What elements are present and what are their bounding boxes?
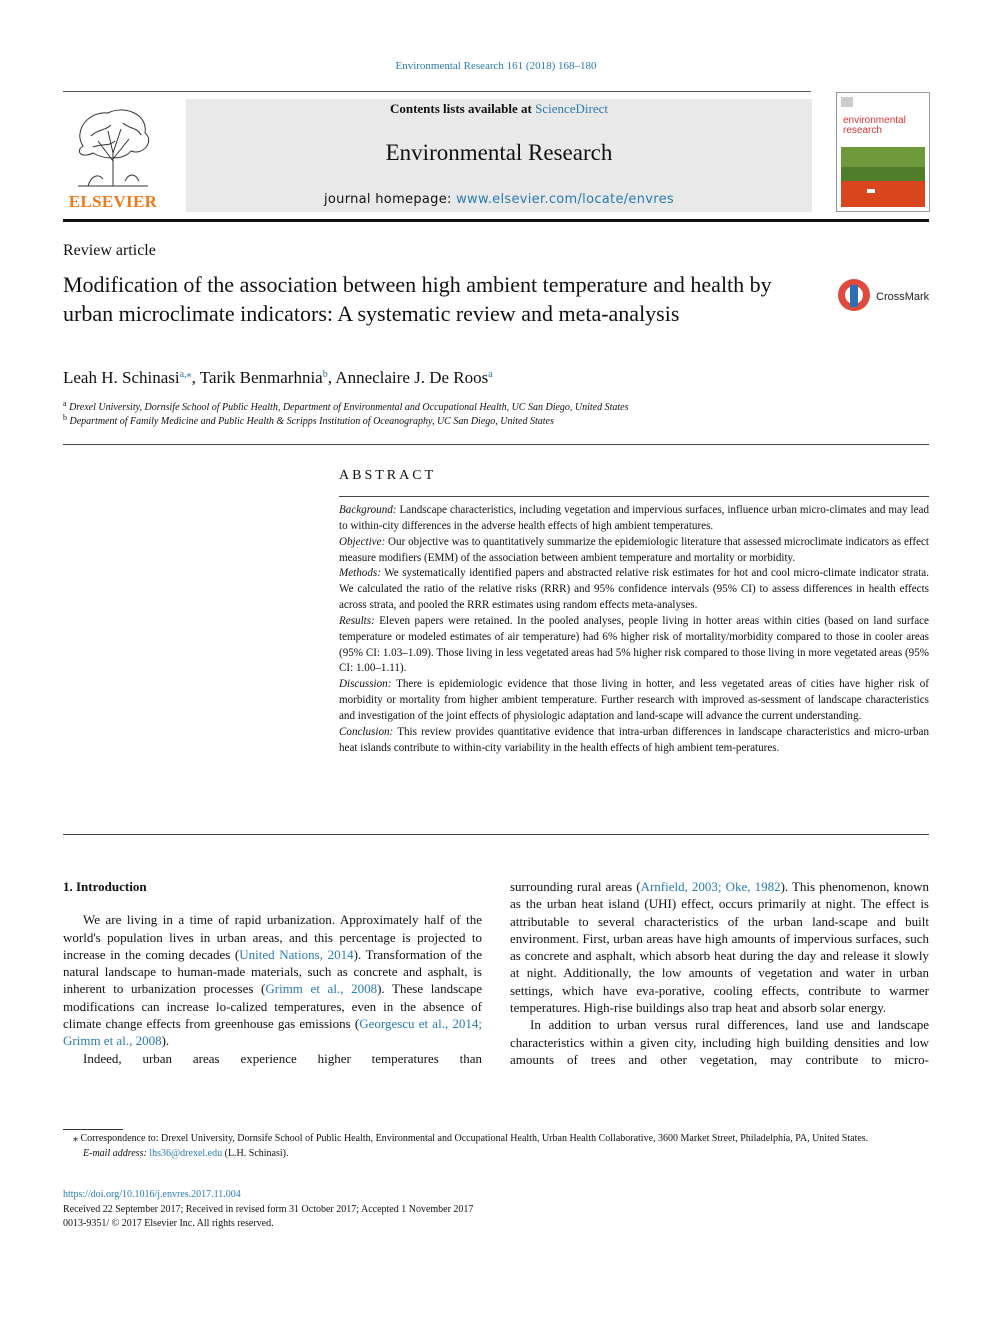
abstract-text: There is epidemiologic evidence that those living in hotter, and less vegetated areas of cities have higher risk of morbidity or mortality from higher ambient temperature. Further research with improved as-sessment of landscape characteristics and investigation of the joint effects of physiologic adaptation and land-scape will advance the current understanding. <box>339 678 929 722</box>
footnote-rule <box>63 1129 123 1130</box>
author-affil-marks[interactable]: a,⁎ <box>179 369 192 380</box>
header-thick-rule <box>63 219 929 222</box>
header-rule <box>63 91 811 92</box>
citation-link[interactable]: Georgescu et al., 2014; Grimm et al., 2008 <box>63 1016 482 1049</box>
contents-prefix: Contents lists available at <box>389 101 532 116</box>
paragraph: surrounding rural areas (Arnfield, 2003; Oke, 1982). This phenomenon, known as the urban heat island (UHI) effect, occurs primarily at night. The effect is attributable to several characteristics of the urban land-scape and built environment. First, urban areas have high amounts of impervious surfaces, such as concrete and asphalt, which absorb heat during the day and release it slowly at night. Additionally, the low amounts of vegetation and water in urban settings, which have eva-porative, cooling effects, contribute to warmer temperatures. High-rise buildings also trap heat and absorb solar energy. <box>510 879 930 1016</box>
author-affil-marks[interactable]: a <box>488 369 493 380</box>
article-footer <box>63 1188 929 1232</box>
author-name[interactable]: Anneclaire J. De Roos <box>335 368 489 387</box>
citation-link[interactable]: United Nations, 2014 <box>239 946 354 962</box>
cover-title-line2: research <box>843 125 882 136</box>
homepage-line <box>186 192 812 207</box>
homepage-link[interactable]: www.elsevier.com/locate/envres <box>456 192 674 207</box>
body-column-right <box>510 878 929 1068</box>
crossmark-label: CrossMark <box>876 291 930 303</box>
affiliation <box>63 413 554 427</box>
divider <box>63 444 929 445</box>
abstract-section <box>339 503 929 535</box>
email-note <box>63 1147 929 1162</box>
abstract-label: Conclusion: <box>339 725 394 738</box>
correspondence-note: ⁎ Correspondence to: Drexel University, Dornsife School of Public Health, Environmental and Occupational Health, Urban Health Collaborative, 3600 Market Street, Philadelphia, PA, United States. <box>73 1133 869 1144</box>
paragraph: Indeed, urban areas experience higher temperatures than <box>83 1050 482 1066</box>
author-name[interactable]: Tarik Benmarhnia <box>199 368 323 387</box>
citation-link[interactable]: Grimm et al., 2008 <box>265 981 378 997</box>
author-name[interactable]: Leah H. Schinasi <box>63 368 180 387</box>
sciencedirect-link[interactable]: ScienceDirect <box>535 101 609 116</box>
email-label: E-mail address: <box>83 1147 147 1159</box>
cover-title-line1: environmental <box>843 115 906 126</box>
elsevier-wordmark: ELSEVIER <box>68 192 158 211</box>
abstract-label: Discussion: <box>339 678 392 691</box>
article-type: Review article <box>63 242 156 259</box>
journal-name: Environmental Research <box>385 140 613 165</box>
crossmark-badge[interactable] <box>836 277 936 313</box>
homepage-prefix: journal homepage: <box>324 192 452 207</box>
abstract-text: Eleven papers were retained. In the pooled analyses, people living in hotter areas within cities (based on land surface temperature or modeled estimates of air temperature) had 6% higher risk of mortality/morbidity compared to those in cooler areas (95% CI: 1.03–1.09). Those living in less vegetated areas had 5% higher risk compared to those living in more vegetated areas (95% CI: 1.00–1.11). <box>339 614 929 675</box>
affiliation-mark: a <box>63 399 67 408</box>
email-link[interactable]: lhs36@drexel.edu <box>149 1147 223 1159</box>
affiliation-text: Department of Family Medicine and Public Health & Scripps Institution of Oceanography, UC San Diego, United States <box>69 416 554 427</box>
abstract-section <box>339 725 929 757</box>
divider <box>339 496 929 497</box>
abstract-text: This review provides quantitative evidence that intra-urban differences in landscape characteristics and micro-urban heat islands contribute to within-city variability in the health effects of high ambient tem-peratures. <box>339 725 930 754</box>
footnotes <box>63 1132 929 1161</box>
divider <box>63 834 929 835</box>
abstract-section <box>339 535 929 567</box>
abstract-label: Background: <box>339 504 397 516</box>
doi-link[interactable]: https://doi.org/10.1016/j.envres.2017.11.004 <box>63 1189 241 1200</box>
abstract-section <box>339 677 929 725</box>
section-heading: 1. Introduction <box>63 879 147 894</box>
author-separator: , <box>191 368 200 387</box>
abstract-section <box>339 614 929 677</box>
journal-cover-thumbnail[interactable] <box>836 92 930 212</box>
affiliation-text: Drexel University, Dornsife School of Public Health, Department of Environmental and Occupational Health, UC San Diego, United States <box>69 402 629 413</box>
abstract-text: Our objective was to quantitatively summarize the epidemiologic literature that assessed microclimate indicators as effect measure modifiers (EMM) of the association between ambient temperature and mortality or morbidity. <box>339 535 929 564</box>
contents-line <box>186 101 812 117</box>
abstract-label: Objective: <box>339 535 386 548</box>
journal-citation[interactable]: Environmental Research 161 (2018) 168–180 <box>395 60 597 72</box>
abstract-text: We systematically identified papers and abstracted relative risk estimates for hot and cool micro-climate indicator strata. We calculated the ratio of the relative risks (RRR) and 95% confidence intervals (95% CI) to assess differences in health effects across strata, and pooled the RRR estimates using random effects meta-analyses. <box>339 567 929 612</box>
abstract-body <box>339 503 929 757</box>
abstract-heading: ABSTRACT <box>339 468 437 483</box>
affiliation-mark: b <box>63 413 67 422</box>
paragraph: We are living in a time of rapid urbanization. Approximately half of the world's population lives in urban areas, and this percentage is projected to increase in the coming decades (United Nations, 2014). Transformation of the natural landscape to human-made materials, such as concrete and asphalt, is inherent to urbanization processes (Grimm et al., 2008). These landscape modifications can increase lo-calized temperatures, even in the absence of climate change effects from greenhouse gas emissions (Georgescu et al., 2014; Grimm et al., 2008). <box>63 912 482 1049</box>
history-dates: Received 22 September 2017; Received in revised form 31 October 2017; Accepted 1 November 2017 <box>63 1203 474 1215</box>
article-title: Modification of the association between high ambient temperature and health by urban microclimate indicators: A systematic review and meta-analysis <box>63 272 772 326</box>
author-list <box>63 368 493 388</box>
author-separator: , <box>327 368 336 387</box>
abstract-section <box>339 566 929 614</box>
body-column-left <box>63 878 482 1067</box>
email-suffix: (L.H. Schinasi). <box>224 1147 289 1159</box>
copyright: 0013-9351/ © 2017 Elsevier Inc. All rights reserved. <box>63 1218 274 1229</box>
citation-link[interactable]: Arnfield, 2003; Oke, 1982 <box>640 879 781 894</box>
paragraph: In addition to urban versus rural differences, land use and landscape characteristics within a given city, including high building densities and low amounts of trees and other vegetation, may contribute to micro- <box>510 1017 929 1067</box>
abstract-label: Results: <box>339 614 375 627</box>
abstract-text: Landscape characteristics, including vegetation and impervious surfaces, influence urban micro-climates and may lead to within-city differences in the adverse health effects of high ambient temperatures. <box>339 504 930 532</box>
affiliation <box>63 399 629 413</box>
abstract-label: Methods: <box>339 567 381 580</box>
author-affil-marks[interactable]: b <box>322 369 328 380</box>
